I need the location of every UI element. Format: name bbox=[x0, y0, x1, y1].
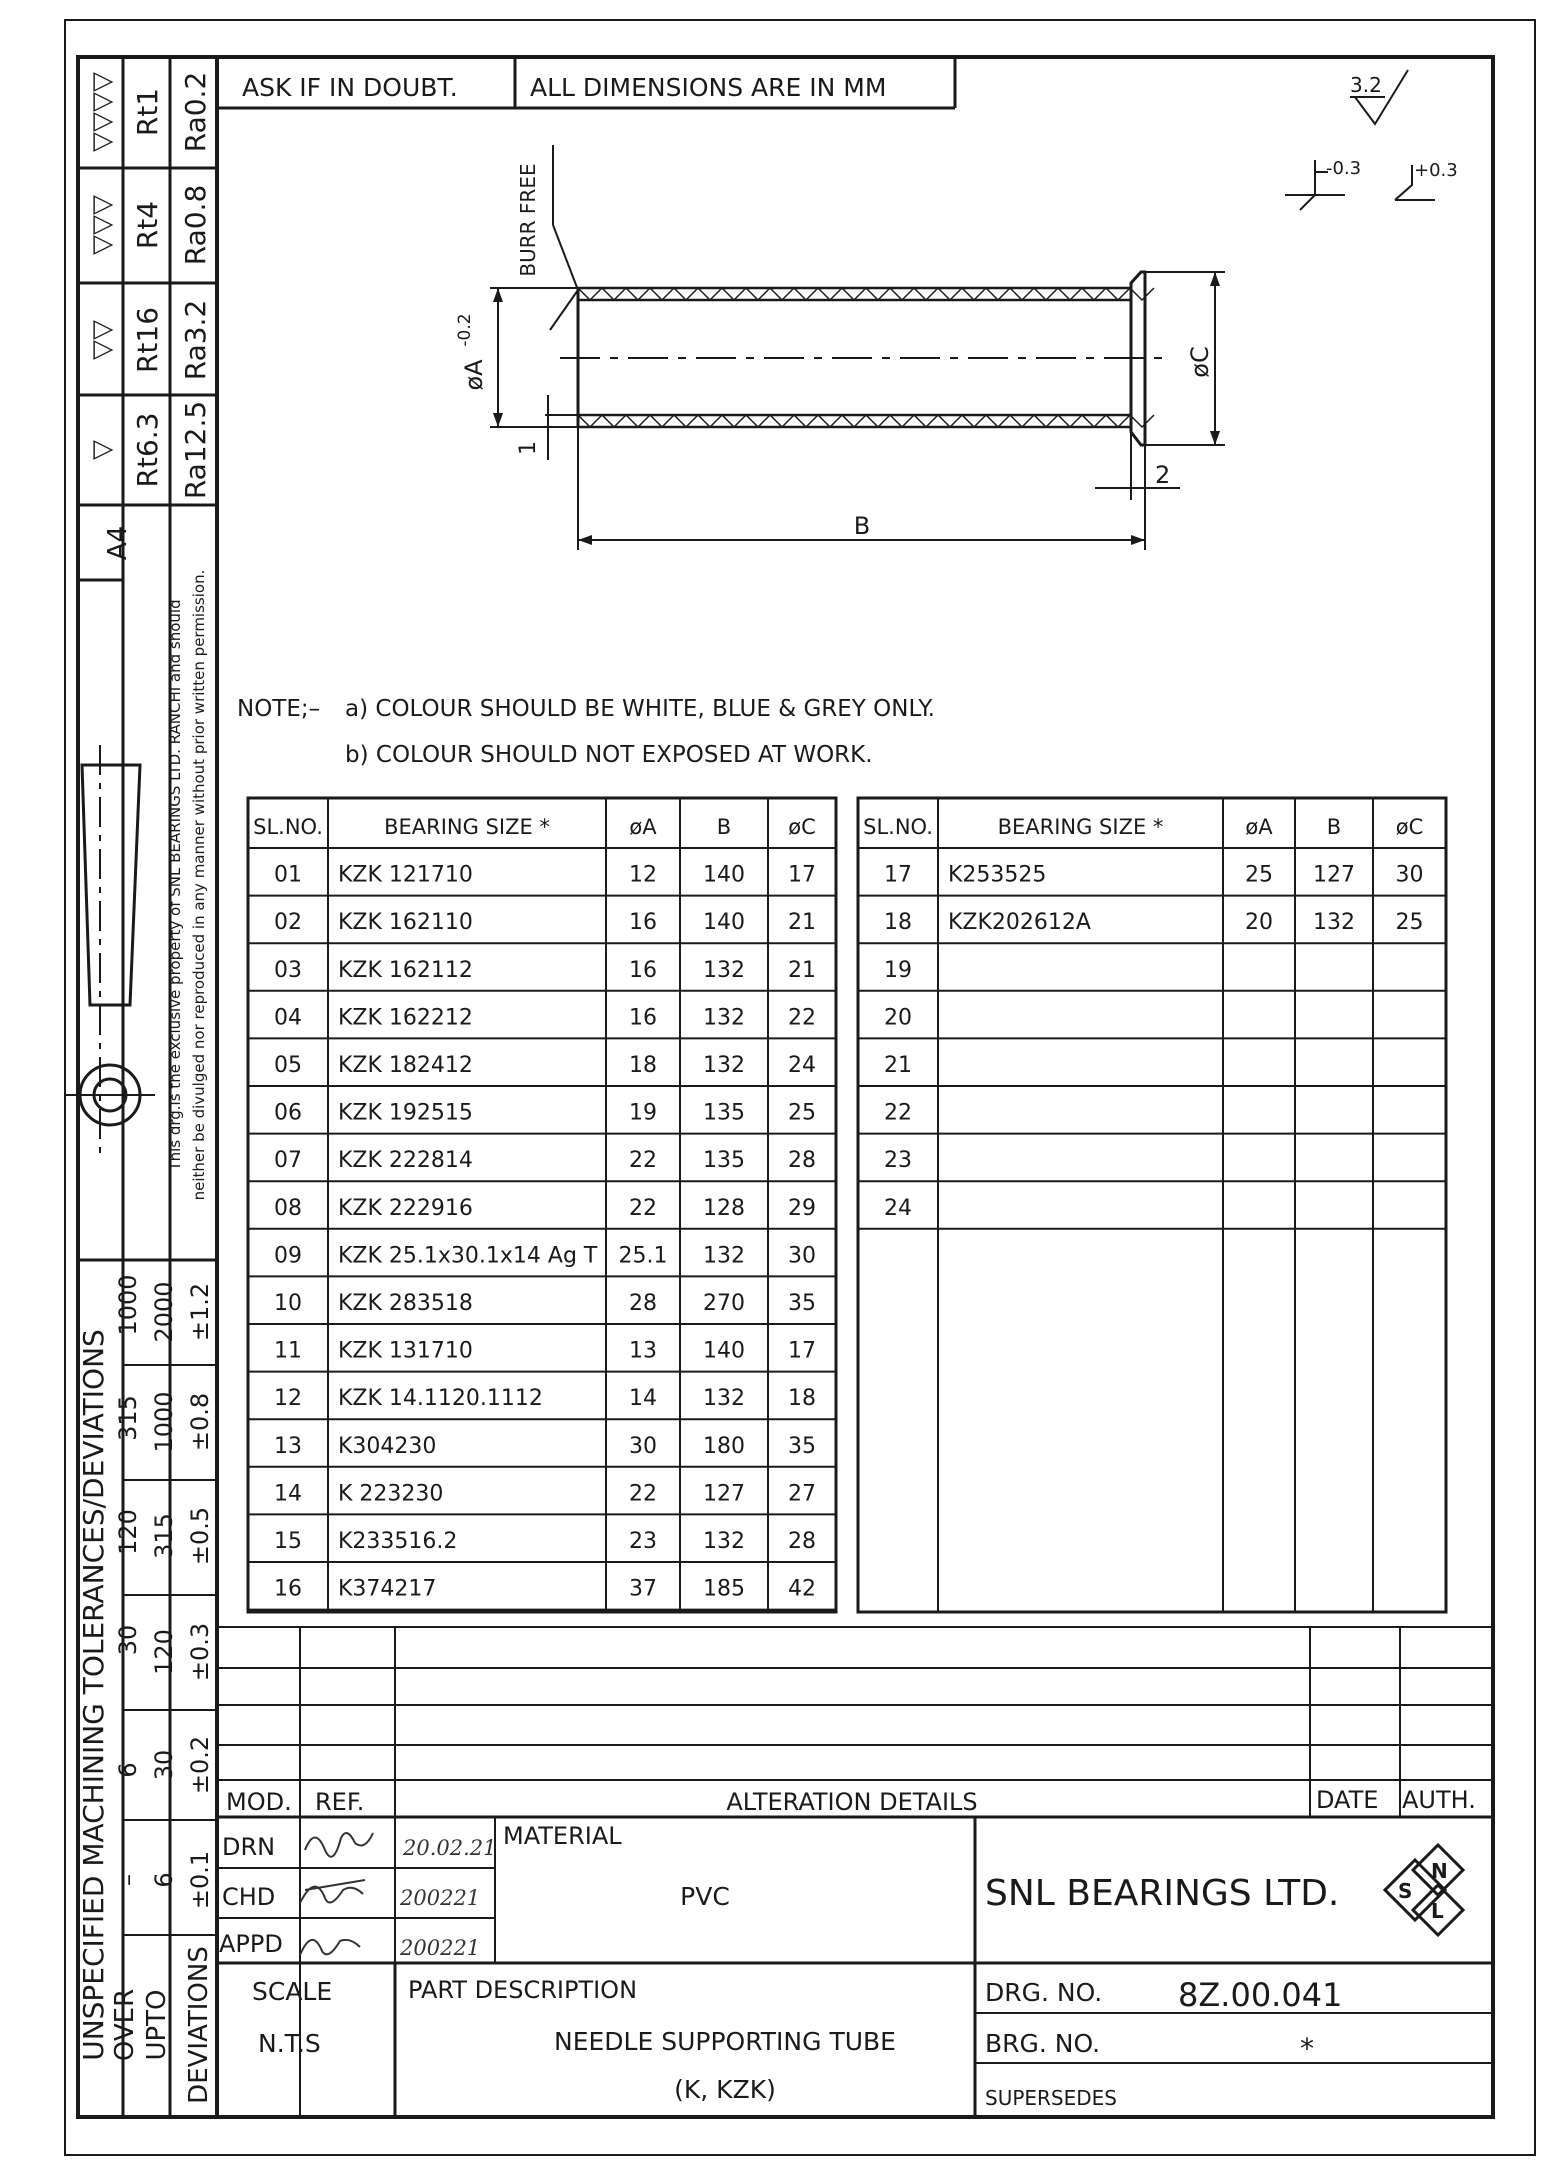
material-value: PVC bbox=[680, 1882, 730, 1911]
table-cell: 02 bbox=[274, 910, 302, 936]
table-cell: 132 bbox=[703, 1386, 745, 1412]
roughness-row-2 bbox=[87, 185, 212, 266]
table-cell: 270 bbox=[703, 1291, 745, 1316]
table-cell: 03 bbox=[274, 957, 302, 983]
svg-text:±0.8: ±0.8 bbox=[186, 1392, 214, 1452]
table-cell: 13 bbox=[629, 1338, 657, 1364]
svg-text:1000: 1000 bbox=[114, 1274, 142, 1336]
table-cell: 16 bbox=[629, 910, 657, 936]
table-cell: 132 bbox=[703, 1529, 745, 1554]
table-cell: 18 bbox=[629, 1053, 657, 1078]
table-cell: 132 bbox=[703, 1005, 745, 1031]
drn-date: 20.02.21 bbox=[403, 1836, 497, 1860]
table-cell: 16 bbox=[629, 1005, 657, 1031]
table-row bbox=[248, 1577, 836, 1610]
table-cell: K233516.2 bbox=[338, 1529, 458, 1554]
table-cell: 22 bbox=[788, 1005, 816, 1031]
table-cell: 30 bbox=[1395, 862, 1424, 888]
table-cell: 28 bbox=[788, 1148, 816, 1174]
table-row bbox=[858, 1053, 1446, 1086]
table-header: BEARING SIZE * bbox=[997, 815, 1164, 839]
table-cell: 15 bbox=[274, 1529, 302, 1554]
table-cell: 23 bbox=[629, 1529, 657, 1554]
table-row bbox=[858, 958, 1446, 991]
table-cell: 21 bbox=[884, 1053, 912, 1078]
tolerance-rows bbox=[114, 1274, 214, 1909]
table-cell: 132 bbox=[703, 1243, 745, 1269]
table-cell: 140 bbox=[703, 862, 745, 888]
roughness-ra: Ra0.2 bbox=[179, 71, 212, 153]
roughness-ra: Ra12.5 bbox=[179, 400, 212, 500]
table-cell: 20 bbox=[884, 1005, 912, 1031]
svg-text:SUPERSEDES: SUPERSEDES bbox=[985, 2086, 1117, 2110]
svg-text:AUTH.: AUTH. bbox=[1402, 1786, 1476, 1814]
svg-text:±0.2: ±0.2 bbox=[186, 1735, 214, 1795]
roughness-rt: Rt4 bbox=[131, 200, 164, 250]
table-cell: KZK 121710 bbox=[338, 862, 473, 888]
svg-text:S: S bbox=[1398, 1879, 1413, 1903]
table-cell: 21 bbox=[788, 957, 816, 983]
svg-text:2000: 2000 bbox=[150, 1281, 178, 1343]
table-header: SL.NO. bbox=[863, 815, 933, 839]
table-cell: KZK 283518 bbox=[338, 1291, 473, 1316]
table-cell: 140 bbox=[703, 1338, 745, 1364]
table-cell: K 223230 bbox=[338, 1481, 444, 1507]
table-row bbox=[248, 1005, 836, 1038]
table-cell: 07 bbox=[274, 1148, 302, 1174]
table-header: BEARING SIZE * bbox=[384, 815, 550, 839]
table-cell: 37 bbox=[629, 1576, 657, 1602]
table-cell: 140 bbox=[703, 910, 745, 936]
table-cell: 42 bbox=[788, 1576, 816, 1602]
table-cell: 35 bbox=[788, 1291, 816, 1316]
table-cell: 16 bbox=[274, 1576, 302, 1602]
table-cell: 11 bbox=[274, 1338, 302, 1364]
deviations-label: DEVIATIONS bbox=[184, 1946, 214, 2104]
surface-finish-symbol bbox=[1350, 70, 1408, 124]
table-cell: 25 bbox=[1395, 910, 1424, 936]
company-name: SNL BEARINGS LTD. bbox=[985, 1873, 1340, 1914]
svg-text:6: 6 bbox=[150, 1872, 178, 1888]
table-cell: 18 bbox=[788, 1386, 816, 1412]
table-cell: 13 bbox=[274, 1433, 302, 1459]
svg-text:MOD.: MOD. bbox=[226, 1788, 292, 1816]
table-cell: 128 bbox=[703, 1195, 745, 1221]
table-cell: 10 bbox=[274, 1291, 302, 1316]
svg-text:SCALE: SCALE bbox=[252, 1977, 333, 2006]
roughness-symbol: ▽ bbox=[87, 440, 117, 460]
svg-text:BRG. NO.: BRG. NO. bbox=[985, 2029, 1101, 2058]
svg-text:MATERIAL: MATERIAL bbox=[503, 1822, 622, 1850]
table-cell: 28 bbox=[788, 1529, 816, 1554]
svg-text:L: L bbox=[1431, 1899, 1444, 1923]
scale-value: N.T.S bbox=[258, 2029, 321, 2058]
table-header: B bbox=[716, 815, 732, 839]
svg-text:315: 315 bbox=[150, 1513, 178, 1559]
roughness-ra: Ra3.2 bbox=[179, 299, 212, 381]
note-a: a) COLOUR SHOULD BE WHITE, BLUE & GREY ONLY. bbox=[345, 696, 935, 722]
table-cell: 05 bbox=[274, 1053, 302, 1078]
table-cell: 17 bbox=[788, 862, 816, 888]
table-cell: KZK 162112 bbox=[338, 957, 473, 983]
table-cell: 19 bbox=[884, 957, 912, 983]
table-cell: KZK 14.1120.1112 bbox=[338, 1386, 543, 1412]
table-header: øC bbox=[788, 815, 816, 839]
table-cell: 24 bbox=[884, 1195, 912, 1221]
table-cell: 20 bbox=[1245, 910, 1273, 936]
svg-text:APPD: APPD bbox=[219, 1930, 283, 1958]
table-header: øC bbox=[1395, 815, 1424, 839]
table-row bbox=[248, 1148, 836, 1181]
table-cell: K374217 bbox=[338, 1576, 437, 1602]
table-cell: KZK 25.1x30.1x14 Ag T bbox=[338, 1243, 598, 1269]
table-cell: 180 bbox=[703, 1433, 745, 1459]
notes bbox=[237, 696, 935, 768]
svg-text:2: 2 bbox=[1155, 461, 1171, 489]
table-row bbox=[248, 1291, 836, 1324]
roughness-rt: Rt1 bbox=[131, 87, 164, 137]
table-cell: KZK 192515 bbox=[338, 1100, 473, 1126]
table-cell: 16 bbox=[629, 957, 657, 983]
table-header: B bbox=[1326, 815, 1342, 839]
svg-text:PART DESCRIPTION: PART DESCRIPTION bbox=[408, 1976, 638, 2004]
table-cell: 14 bbox=[274, 1481, 302, 1507]
table-cell: 23 bbox=[884, 1148, 912, 1174]
bearing-number: * bbox=[1300, 2032, 1314, 2065]
table-row bbox=[858, 910, 1446, 943]
appd-date: 200221 bbox=[400, 1936, 481, 1960]
table-cell: 132 bbox=[1313, 910, 1355, 936]
roughness-symbol: ▽▽▽▽ bbox=[87, 72, 117, 152]
table-row bbox=[248, 1196, 836, 1229]
roughness-ra: Ra0.8 bbox=[179, 184, 212, 266]
title-block bbox=[217, 1627, 1493, 2117]
svg-text:øA: øA bbox=[460, 359, 488, 391]
svg-text:DATE: DATE bbox=[1316, 1786, 1379, 1814]
table-row bbox=[248, 1101, 836, 1134]
all-dimensions-note: ALL DIMENSIONS ARE IN MM bbox=[530, 73, 887, 102]
table-cell: 12 bbox=[629, 862, 657, 888]
note-b: b) COLOUR SHOULD NOT EXPOSED AT WORK. bbox=[345, 742, 873, 768]
table-header: øA bbox=[1245, 815, 1273, 839]
svg-text:120: 120 bbox=[114, 1509, 142, 1555]
table-cell: 17 bbox=[884, 862, 912, 888]
svg-text:REF.: REF. bbox=[315, 1788, 365, 1816]
table-cell: 30 bbox=[629, 1433, 657, 1459]
table-cell: 127 bbox=[1313, 862, 1355, 888]
table-cell: 12 bbox=[274, 1386, 302, 1412]
table-cell: 18 bbox=[884, 910, 912, 936]
svg-text:DRN: DRN bbox=[222, 1833, 276, 1861]
table-cell: KZK202612A bbox=[948, 910, 1091, 936]
chd-date: 200221 bbox=[400, 1886, 481, 1910]
svg-text:±0.1: ±0.1 bbox=[186, 1850, 214, 1910]
table-cell: KZK 222916 bbox=[338, 1195, 473, 1221]
svg-text:315: 315 bbox=[114, 1395, 142, 1441]
roughness-row-4 bbox=[87, 401, 212, 499]
bearing-table-right bbox=[858, 798, 1446, 1612]
svg-text:1000: 1000 bbox=[150, 1391, 178, 1453]
roughness-rt: Rt16 bbox=[131, 306, 164, 374]
bearing-table-left bbox=[248, 798, 836, 1612]
table-row bbox=[248, 1529, 836, 1562]
roughness-row-1 bbox=[87, 72, 212, 153]
table-cell: 127 bbox=[703, 1481, 745, 1507]
svg-text:DRG. NO.: DRG. NO. bbox=[985, 1978, 1103, 2007]
svg-text:30: 30 bbox=[150, 1749, 178, 1781]
upto-label: UPTO bbox=[142, 1989, 172, 2061]
tolerance-marks bbox=[1285, 158, 1458, 210]
table-cell: 132 bbox=[703, 1053, 745, 1078]
roughness-symbol: ▽▽ bbox=[87, 320, 117, 360]
table-cell: 04 bbox=[274, 1005, 302, 1031]
table-cell: 22 bbox=[884, 1100, 912, 1126]
table-row bbox=[248, 910, 836, 943]
part-description-2: (K, KZK) bbox=[674, 2075, 776, 2104]
table-cell: KZK 222814 bbox=[338, 1148, 473, 1174]
svg-text:6: 6 bbox=[114, 1762, 142, 1778]
svg-text:-0.2: -0.2 bbox=[455, 313, 475, 347]
svg-text:-0.3: -0.3 bbox=[1326, 158, 1362, 179]
ask-if-in-doubt: ASK IF IN DOUBT. bbox=[242, 73, 458, 102]
table-header: øA bbox=[629, 815, 657, 839]
copyright-line-1: This drg.is the exclusive property of SNL BEARINGS LTD. RANCHI and should bbox=[166, 599, 184, 1171]
table-cell: 22 bbox=[629, 1148, 657, 1174]
svg-text:–: – bbox=[114, 1874, 142, 1886]
svg-text:±0.3: ±0.3 bbox=[186, 1622, 214, 1682]
table-row bbox=[248, 1434, 836, 1467]
roughness-row-3 bbox=[87, 300, 212, 381]
table-cell: 06 bbox=[274, 1100, 302, 1126]
header bbox=[217, 57, 955, 108]
table-cell: 24 bbox=[788, 1053, 816, 1078]
sheet-size: A4 bbox=[103, 525, 133, 561]
table-row bbox=[248, 863, 836, 896]
table-row bbox=[858, 1005, 1446, 1038]
table-row bbox=[858, 863, 1446, 896]
table-cell: K304230 bbox=[338, 1433, 437, 1459]
table-cell: KZK 162110 bbox=[338, 910, 473, 936]
table-cell: 21 bbox=[788, 910, 816, 936]
table-row bbox=[248, 958, 836, 991]
snl-logo bbox=[1385, 1845, 1463, 1935]
table-cell: 27 bbox=[788, 1481, 816, 1507]
svg-text:30: 30 bbox=[114, 1624, 142, 1656]
copyright-line-2: neither be divulged nor reproduced in any manner without prior written permission. bbox=[190, 569, 208, 1201]
table-cell: 22 bbox=[629, 1481, 657, 1507]
table-row bbox=[248, 1243, 836, 1276]
svg-text:±1.2: ±1.2 bbox=[186, 1282, 214, 1342]
svg-text:N: N bbox=[1431, 1859, 1448, 1883]
part-description: NEEDLE SUPPORTING TUBE bbox=[554, 2027, 896, 2056]
table-header: SL.NO. bbox=[253, 815, 323, 839]
svg-text:B: B bbox=[853, 512, 871, 540]
table-cell: 22 bbox=[629, 1195, 657, 1221]
svg-text:øC: øC bbox=[1186, 346, 1214, 378]
drawing-number: 8Z.00.041 bbox=[1178, 1976, 1343, 2014]
roughness-symbol: ▽▽▽ bbox=[87, 195, 117, 255]
table-cell: 35 bbox=[788, 1433, 816, 1459]
svg-text:+0.3: +0.3 bbox=[1414, 160, 1458, 181]
table-cell: 25 bbox=[1245, 862, 1273, 888]
svg-text:1: 1 bbox=[516, 441, 541, 455]
svg-text:CHD: CHD bbox=[222, 1883, 276, 1911]
table-row bbox=[858, 1196, 1446, 1229]
table-cell: 132 bbox=[703, 957, 745, 983]
svg-text:3.2: 3.2 bbox=[1350, 73, 1382, 97]
table-cell: 30 bbox=[788, 1243, 816, 1269]
table-cell: 29 bbox=[788, 1195, 816, 1221]
table-row bbox=[858, 1101, 1446, 1134]
over-label: OVER bbox=[110, 1988, 140, 2062]
svg-text:BURR FREE: BURR FREE bbox=[516, 163, 540, 277]
svg-text:120: 120 bbox=[150, 1629, 178, 1675]
table-cell: 135 bbox=[703, 1100, 745, 1126]
table-cell: 17 bbox=[788, 1338, 816, 1364]
part-drawing bbox=[455, 145, 1225, 550]
table-row bbox=[248, 1053, 836, 1086]
table-cell: KZK 182412 bbox=[338, 1053, 473, 1078]
table-cell: 25 bbox=[788, 1100, 816, 1126]
table-cell: 09 bbox=[274, 1243, 302, 1269]
table-cell: 25.1 bbox=[618, 1243, 668, 1269]
table-row bbox=[248, 1339, 836, 1372]
svg-text:±0.5: ±0.5 bbox=[186, 1506, 214, 1566]
roughness-rt: Rt6.3 bbox=[131, 412, 164, 488]
table-row bbox=[248, 1481, 836, 1514]
handwritten-signatures bbox=[300, 1833, 373, 1955]
table-cell: KZK 131710 bbox=[338, 1338, 473, 1364]
outer-frame bbox=[65, 20, 1535, 2155]
tolerance-title: UNSPECIFIED MACHINING TOLERANCES/DEVIATIONS bbox=[77, 1329, 110, 2061]
table-cell: 135 bbox=[703, 1148, 745, 1174]
table-row bbox=[858, 1148, 1446, 1181]
table-cell: 28 bbox=[629, 1291, 657, 1316]
table-cell: 14 bbox=[629, 1386, 657, 1412]
svg-text:ALTERATION DETAILS: ALTERATION DETAILS bbox=[726, 1788, 978, 1816]
table-row bbox=[248, 1386, 836, 1419]
table-cell: 185 bbox=[703, 1576, 745, 1602]
table-cell: 08 bbox=[274, 1195, 302, 1221]
table-cell: K253525 bbox=[948, 862, 1047, 888]
table-cell: KZK 162212 bbox=[338, 1005, 473, 1031]
table-cell: 19 bbox=[629, 1100, 657, 1126]
note-prefix: NOTE;– bbox=[237, 696, 321, 722]
table-cell: 01 bbox=[274, 862, 302, 888]
